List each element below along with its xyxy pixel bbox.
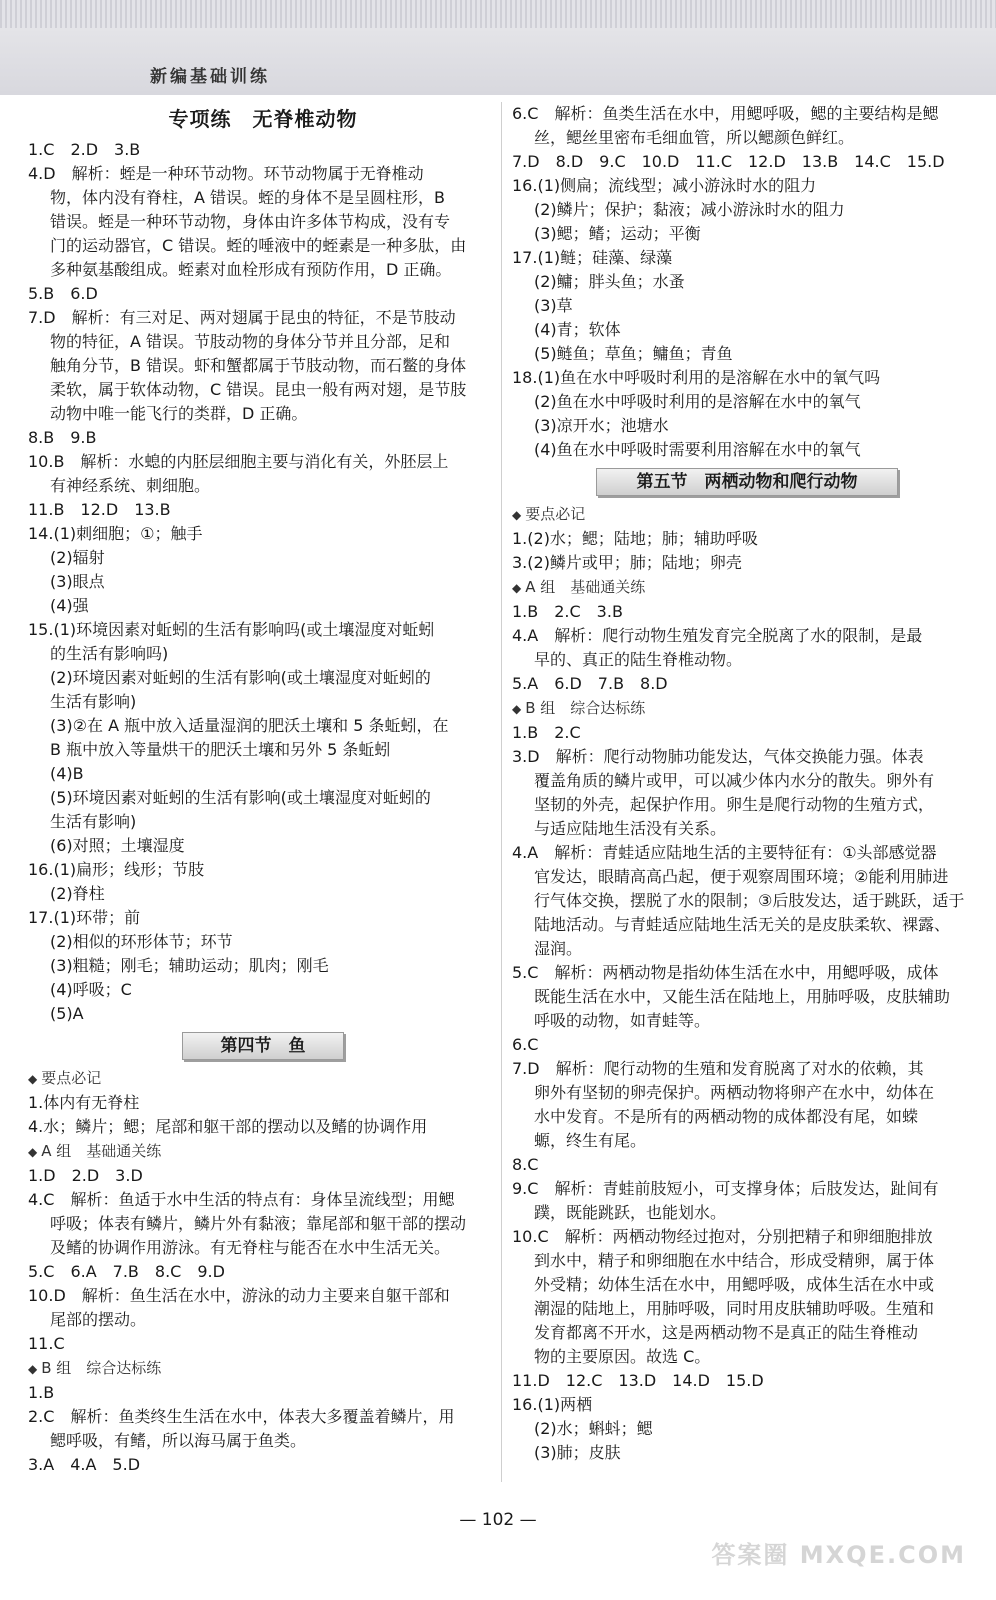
answer-line: 外受精；幼体生活在水中，用鳃呼吸，成体生活在水中或 bbox=[534, 1275, 935, 1294]
answer-line: (5)环境因素对蚯蚓的生活有影响(或土壤湿度对蚯蚓的 bbox=[50, 788, 431, 807]
answer-line: 3.A 4.A 5.D bbox=[28, 1455, 141, 1474]
answer-line: 8.C bbox=[512, 1155, 539, 1174]
subheading-label: A 组 基础通关练 bbox=[41, 1142, 162, 1160]
answer-block bbox=[28, 1164, 498, 1356]
answer-line: (5)鲢鱼；草鱼；鳙鱼；青鱼 bbox=[534, 344, 733, 363]
answer-line: 多种氨基酸组成。蛭素对血栓形成有预防作用，D 正确。 bbox=[50, 260, 452, 279]
answer-line: 11.B 12.D 13.B bbox=[28, 500, 171, 519]
diamond-icon: ◆ bbox=[28, 1145, 38, 1159]
answer-line: (3)肺；皮肤 bbox=[534, 1443, 621, 1462]
section-heading-fish: 第四节 鱼 bbox=[182, 1032, 344, 1060]
answer-line: 1.B 2.C 3.B bbox=[512, 602, 623, 621]
answer-line: 动物中唯一能飞行的类群，D 正确。 bbox=[50, 404, 308, 423]
answer-line: (2)脊柱 bbox=[50, 884, 105, 903]
answer-line: (3)草 bbox=[534, 296, 573, 315]
answer-line: 8.B 9.B bbox=[28, 428, 97, 447]
answer-line: 7.D 解析：爬行动物的生殖和发育脱离了对水的依赖，其 bbox=[512, 1059, 924, 1078]
answer-line: 物，体内没有脊柱，A 错误。蛭的身体不是呈圆柱形，B bbox=[50, 188, 446, 207]
answer-line: 呼吸；体表有鳞片，鳞片外有黏液；靠尾部和躯干部的摆动 bbox=[50, 1214, 467, 1233]
answer-line: (3)凉开水；池塘水 bbox=[534, 416, 669, 435]
answer-line: (4)青；软体 bbox=[534, 320, 621, 339]
answer-line: (2)鳞片；保护；黏液；减小游泳时水的阻力 bbox=[534, 200, 845, 219]
answer-line: 行气体交换，摆脱了水的限制；③后肢发达，适于跳跃，适于 bbox=[534, 891, 965, 910]
answer-line: 17.(1)环带；前 bbox=[28, 908, 141, 927]
answer-line: 潮湿的陆地上，用肺呼吸，同时用皮肤辅助呼吸。生殖和 bbox=[534, 1299, 935, 1318]
answer-line: (4)强 bbox=[50, 596, 89, 615]
answer-line: 发育都离不开水，这是两栖动物不是真正的陆生脊椎动 bbox=[534, 1323, 919, 1342]
answer-line: 早的、真正的陆生脊椎动物。 bbox=[534, 650, 743, 669]
subheading-group-b bbox=[512, 696, 982, 721]
answer-block bbox=[512, 527, 982, 575]
answer-line: 既能生活在水中，又能生活在陆地上，用肺呼吸，皮肤辅助 bbox=[534, 987, 951, 1006]
subheading-key-points bbox=[28, 1066, 498, 1091]
column-divider bbox=[501, 102, 502, 1482]
answer-line: 5.C 解析：两栖动物是指幼体生活在水中，用鳃呼吸，成体 bbox=[512, 963, 939, 982]
subheading-label: A 组 基础通关练 bbox=[525, 578, 646, 596]
answer-line: 10.C 解析：两栖动物经过抱对，分别把精子和卵细胞排放 bbox=[512, 1227, 933, 1246]
diamond-icon: ◆ bbox=[512, 702, 522, 716]
answer-block bbox=[512, 600, 982, 696]
answer-line: (3)鳃；鳍；运动；平衡 bbox=[534, 224, 701, 243]
subheading-label: B 组 综合达标练 bbox=[525, 699, 646, 717]
answer-line: 1.C 2.D 3.B bbox=[28, 140, 141, 159]
answer-line: 蹼，既能跳跃，也能划水。 bbox=[534, 1203, 727, 1222]
subheading-label: 要点必记 bbox=[41, 1069, 102, 1087]
answer-line: 7.D 8.D 9.C 10.D 11.C 12.D 13.B 14.C 15.D bbox=[512, 152, 945, 171]
subheading-group-a bbox=[512, 575, 982, 600]
answer-line: 触角分节，B 错误。虾和蟹都属于节肢动物，而石鳖的身体 bbox=[50, 356, 467, 375]
section-heading-amphibians-reptiles: 第五节 两栖动物和爬行动物 bbox=[596, 468, 898, 496]
subheading-key-points bbox=[512, 502, 982, 527]
subheading-group-b bbox=[28, 1356, 498, 1381]
answer-line: 的生活有影响吗) bbox=[50, 644, 169, 663]
answer-line: (2)鳙；胖头鱼；水蚤 bbox=[534, 272, 685, 291]
answer-line: 尾部的摆动。 bbox=[50, 1310, 147, 1329]
diamond-icon: ◆ bbox=[512, 508, 522, 522]
answer-line: (2)相似的环形体节；环节 bbox=[50, 932, 233, 951]
answer-line: 鳃呼吸，有鳍，所以海马属于鱼类。 bbox=[50, 1431, 307, 1450]
answer-line: 6.C 解析：鱼类生活在水中，用鳃呼吸，鳃的主要结构是鳃 bbox=[512, 104, 939, 123]
answer-line: 4.水；鳞片；鳃；尾部和躯干部的摆动以及鳍的协调作用 bbox=[28, 1117, 428, 1136]
answer-line: 到水中，精子和卵细胞在水中结合，形成受精卵，属于体 bbox=[534, 1251, 935, 1270]
answer-line: 16.(1)两栖 bbox=[512, 1395, 593, 1414]
answer-line: 4.A 解析：青蛙适应陆地生活的主要特征有：①头部感觉器 bbox=[512, 843, 937, 862]
answer-line: 11.C bbox=[28, 1334, 65, 1353]
header-pattern bbox=[0, 0, 996, 28]
answer-block bbox=[28, 1091, 498, 1139]
answer-line: 覆盖角质的鳞片或甲，可以减少体内水分的散失。卵外有 bbox=[534, 771, 935, 790]
answer-line: 坚韧的外壳，起保护作用。卵生是爬行动物的生殖方式， bbox=[534, 795, 935, 814]
page-number: — 102 — bbox=[459, 1510, 537, 1530]
watermark-logo: 答案圈 MXQE.COM bbox=[711, 1541, 966, 1569]
answer-block bbox=[512, 721, 982, 1465]
answer-line: 3.D 解析：爬行动物肺功能发达，气体交换能力强。体表 bbox=[512, 747, 924, 766]
diamond-icon: ◆ bbox=[28, 1362, 38, 1376]
answer-line: 7.D 解析：有三对足、两对翅属于昆虫的特征，不是节肢动 bbox=[28, 308, 456, 327]
answer-line: 与适应陆地生活没有关系。 bbox=[534, 819, 727, 838]
answer-line: 5.C 6.A 7.B 8.C 9.D bbox=[28, 1262, 225, 1281]
answer-block bbox=[28, 138, 498, 1026]
diamond-icon: ◆ bbox=[512, 581, 522, 595]
answer-line: (5)A bbox=[50, 1004, 84, 1023]
answer-line: (4)呼吸；C bbox=[50, 980, 132, 999]
answer-line: 4.A 解析：爬行动物生殖发育完全脱离了水的限制，是最 bbox=[512, 626, 923, 645]
header-title: 新编基础训练 bbox=[150, 67, 270, 87]
answer-line: (3)②在 A 瓶中放入适量湿润的肥沃土壤和 5 条蚯蚓，在 bbox=[50, 716, 449, 735]
answer-line: 16.(1)侧扁；流线型；减小游泳时水的阻力 bbox=[512, 176, 817, 195]
answer-line: 螈，终生有尾。 bbox=[534, 1131, 647, 1150]
page-header-band bbox=[0, 0, 996, 95]
left-column bbox=[28, 102, 498, 1477]
diamond-icon: ◆ bbox=[28, 1072, 38, 1086]
answer-line: 卵外有坚韧的卵壳保护。两栖动物将卵产在水中，幼体在 bbox=[534, 1083, 935, 1102]
answer-line: 1.D 2.D 3.D bbox=[28, 1166, 143, 1185]
answer-line: 9.C 解析：青蛙前肢短小，可支撑身体；后肢发达，趾间有 bbox=[512, 1179, 939, 1198]
answer-line: 15.(1)环境因素对蚯蚓的生活有影响吗(或土壤湿度对蚯蚓 bbox=[28, 620, 435, 639]
answer-line: 生活有影响) bbox=[50, 812, 137, 831]
answer-line: 有神经系统、刺细胞。 bbox=[50, 476, 211, 495]
answer-block bbox=[28, 1381, 498, 1477]
answer-line: 官发达，眼睛高高凸起，便于观察周围环境；②能利用肺进 bbox=[534, 867, 949, 886]
answer-line: 2.C 解析：鱼类终生生活在水中，体表大多覆盖着鳞片，用 bbox=[28, 1407, 455, 1426]
answer-line: (2)辐射 bbox=[50, 548, 105, 567]
answer-line: B 瓶中放入等量烘干的肥沃土壤和另外 5 条蚯蚓 bbox=[50, 740, 391, 759]
answer-line: 5.B 6.D bbox=[28, 284, 98, 303]
answer-line: 1.(2)水；鳃；陆地；肺；辅助呼吸 bbox=[512, 529, 758, 548]
answer-line: (4)B bbox=[50, 764, 84, 783]
answer-line: (3)粗糙；刚毛；辅助运动；肌肉；刚毛 bbox=[50, 956, 329, 975]
answer-line: 1.B 2.C bbox=[512, 723, 581, 742]
answer-line: 1.B bbox=[28, 1383, 55, 1402]
answer-line: 及鳍的协调作用游泳。有无脊柱与能否在水中生活无关。 bbox=[50, 1238, 451, 1257]
right-column bbox=[512, 102, 982, 1465]
answer-line: (2)鱼在水中呼吸时利用的是溶解在水中的氧气 bbox=[534, 392, 861, 411]
answer-line: 4.D 解析：蛭是一种环节动物。环节动物属于无脊椎动 bbox=[28, 164, 424, 183]
answer-line: 4.C 解析：鱼适于水中生活的特点有：身体呈流线型；用鳃 bbox=[28, 1190, 455, 1209]
answer-line: 11.D 12.C 13.D 14.D 15.D bbox=[512, 1371, 764, 1390]
answer-line: (2)水；蝌蚪；鳃 bbox=[534, 1419, 653, 1438]
answer-line: 陆地活动。与青蛙适应陆地生活无关的是皮肤柔软、裸露、 bbox=[534, 915, 951, 934]
answer-line: 柔软，属于软体动物，C 错误。昆虫一般有两对翅，是节肢 bbox=[50, 380, 467, 399]
answer-line: (6)对照；土壤湿度 bbox=[50, 836, 185, 855]
answer-line: 水中发育。不是所有的两栖动物的成体都没有尾，如蝾 bbox=[534, 1107, 919, 1126]
answer-line: 5.A 6.D 7.B 8.D bbox=[512, 674, 668, 693]
answer-line: 丝，鳃丝里密布毛细血管，所以鳃颜色鲜红。 bbox=[534, 128, 855, 147]
answer-line: 错误。蛭是一种环节动物，身体由许多体节构成，没有专 bbox=[50, 212, 451, 231]
answer-line: 物的特征，A 错误。节肢动物的身体分节并且分部，足和 bbox=[50, 332, 451, 351]
answer-line: (4)鱼在水中呼吸时需要利用溶解在水中的氧气 bbox=[534, 440, 861, 459]
answer-block bbox=[512, 102, 982, 462]
section-title-invertebrates: 专项练 无脊椎动物 bbox=[168, 107, 358, 131]
answer-line: 3.(2)鳞片或甲；肺；陆地；卵壳 bbox=[512, 553, 742, 572]
subheading-label: 要点必记 bbox=[525, 505, 586, 523]
answer-line: 16.(1)扁形；线形；节肢 bbox=[28, 860, 205, 879]
answer-line: (2)环境因素对蚯蚓的生活有影响(或土壤湿度对蚯蚓的 bbox=[50, 668, 431, 687]
subheading-group-a bbox=[28, 1139, 498, 1164]
answer-line: 10.B 解析：水螅的内胚层细胞主要与消化有关，外胚层上 bbox=[28, 452, 449, 471]
answer-line: 门的运动器官，C 错误。蛭的唾液中的蛭素是一种多肽，由 bbox=[50, 236, 467, 255]
answer-line: 6.C bbox=[512, 1035, 539, 1054]
answer-line: (3)眼点 bbox=[50, 572, 105, 591]
answer-line: 生活有影响) bbox=[50, 692, 137, 711]
answer-line: 呼吸的动物，如青蛙等。 bbox=[534, 1011, 711, 1030]
subheading-label: B 组 综合达标练 bbox=[41, 1359, 162, 1377]
answer-line: 湿润。 bbox=[534, 939, 583, 958]
answer-line: 18.(1)鱼在水中呼吸时利用的是溶解在水中的氧气吗 bbox=[512, 368, 881, 387]
answer-line: 物的主要原因。故选 C。 bbox=[534, 1347, 711, 1366]
answer-line: 10.D 解析：鱼生活在水中，游泳的动力主要来自躯干部和 bbox=[28, 1286, 450, 1305]
answer-line: 17.(1)鲢；硅藻、绿藻 bbox=[512, 248, 673, 267]
answer-line: 14.(1)刺细胞；①；触手 bbox=[28, 524, 203, 543]
answer-line: 1.体内有无脊柱 bbox=[28, 1093, 140, 1112]
